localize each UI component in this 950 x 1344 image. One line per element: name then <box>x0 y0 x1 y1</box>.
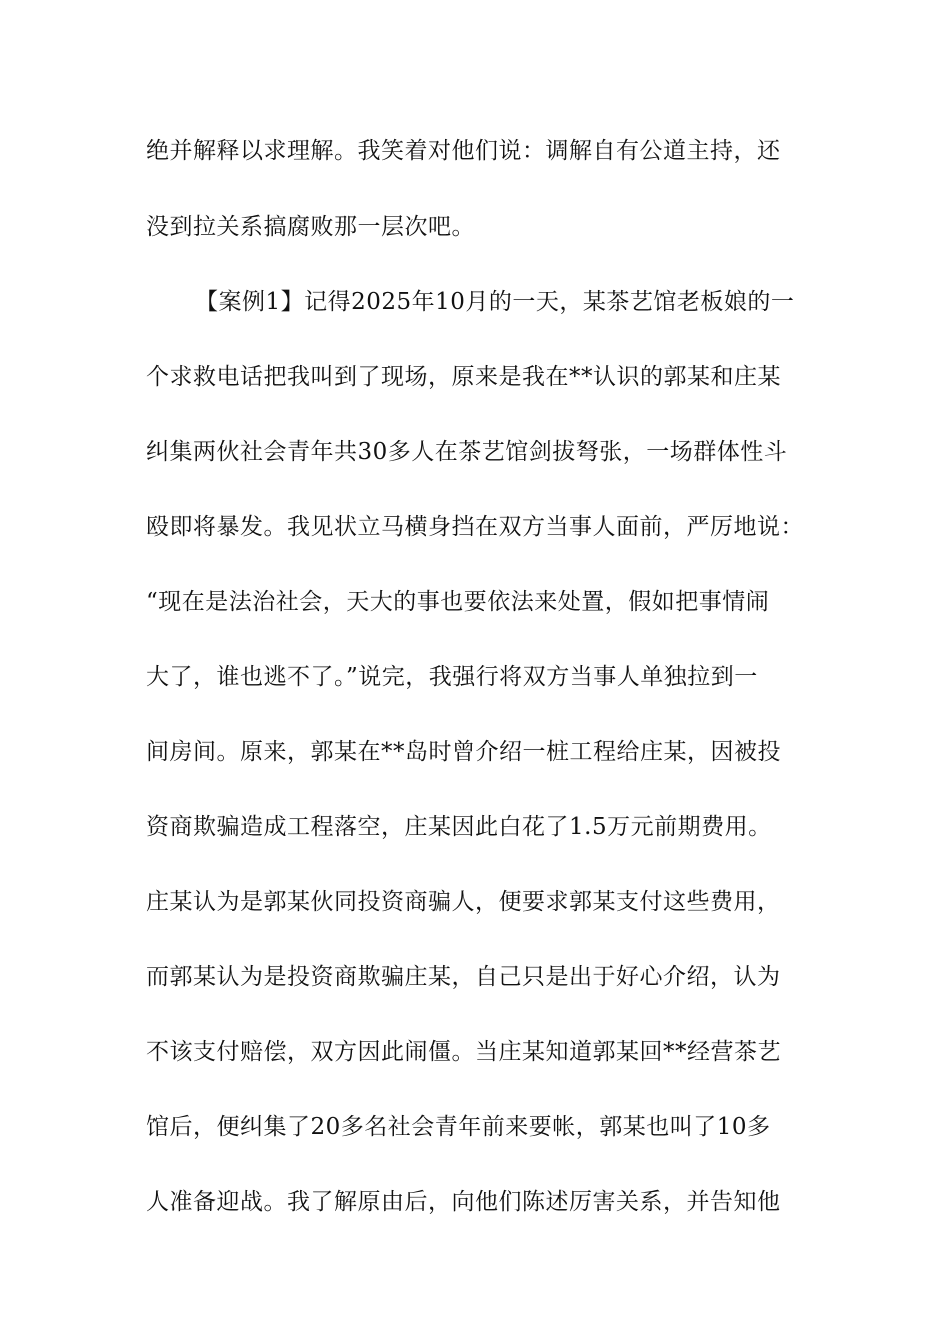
text-line: “现在是法治社会，天大的事也要依法来处置，假如把事情闹 <box>146 589 770 615</box>
text-line: 而郭某认为是投资商欺骗庄某，自己只是出于好心介绍，认为 <box>146 964 781 990</box>
text-line: 资商欺骗造成工程落空，庄某因此白花了1.5万元前期费用。 <box>146 814 772 840</box>
text-line: 殴即将暴发。我见状立马横身挡在双方当事人面前，严厉地说： <box>146 514 804 540</box>
text-line: 纠集两伙社会青年共30多人在茶艺馆剑拔弩张，一场群体性斗 <box>146 439 788 465</box>
text-line: 个求救电话把我叫到了现场，原来是我在**认识的郭某和庄某 <box>146 364 781 390</box>
text-line: 间房间。原来，郭某在**岛时曾介绍一桩工程给庄某，因被投 <box>146 739 781 765</box>
text-line: 绝并解释以求理解。我笑着对他们说：调解自有公道主持，还 <box>146 138 781 164</box>
text-line: 庄某认为是郭某伙同投资商骗人，便要求郭某支付这些费用， <box>146 889 781 915</box>
text-line: 大了，谁也逃不了。”说完，我强行将双方当事人单独拉到一 <box>146 664 758 690</box>
paragraph-first-line: 【案例1】记得2025年10月的一天，某茶艺馆老板娘的一 <box>195 289 795 315</box>
text-line: 馆后，便纠集了20多名社会青年前来要帐，郭某也叫了10多 <box>146 1114 771 1140</box>
text-line: 没到拉关系搞腐败那一层次吧。 <box>146 214 475 240</box>
text-line: 不该支付赔偿，双方因此闹僵。当庄某知道郭某回**经营茶艺 <box>146 1039 781 1065</box>
text-line: 人准备迎战。我了解原由后，向他们陈述厉害关系，并告知他 <box>146 1189 781 1215</box>
